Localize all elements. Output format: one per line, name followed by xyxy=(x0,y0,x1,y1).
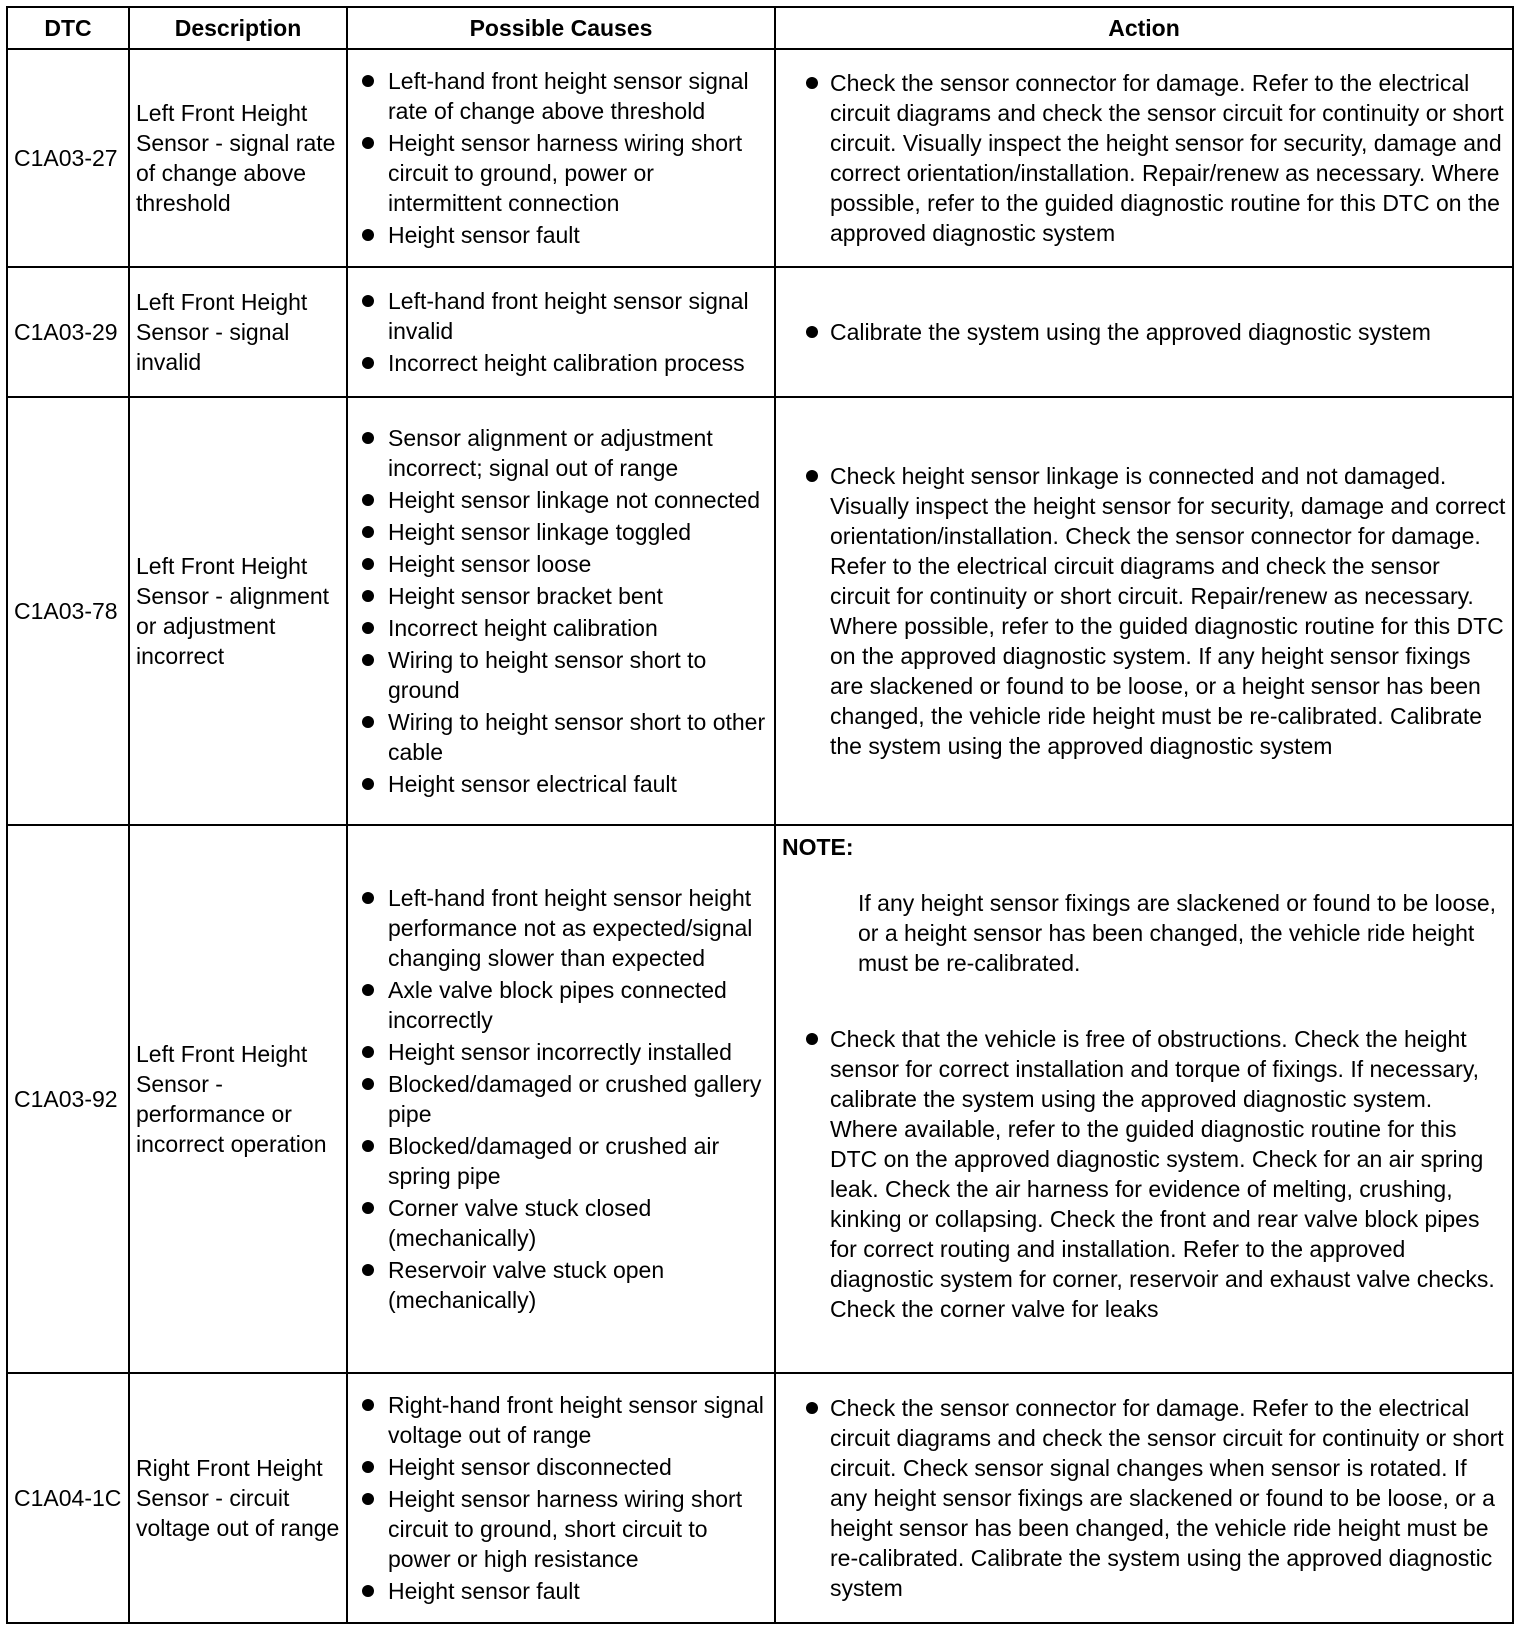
causes-list xyxy=(354,66,768,250)
cause-item: Right-hand front height sensor signal voltage out of range xyxy=(354,1390,768,1450)
dtc-code: C1A03-78 xyxy=(7,397,129,825)
cause-item: Height sensor electrical fault xyxy=(354,769,768,799)
cause-item: Height sensor fault xyxy=(354,1576,768,1606)
cause-item: Incorrect height calibration xyxy=(354,613,768,643)
possible-causes-cell xyxy=(347,1373,775,1623)
table-row xyxy=(7,825,1513,1373)
action-item: Calibrate the system using the approved diagnostic system xyxy=(782,317,1506,347)
header-possible-causes: Possible Causes xyxy=(347,7,775,49)
dtc-code: C1A03-27 xyxy=(7,49,129,267)
dtc-description: Right Front Height Sensor - circuit voltage out of range xyxy=(129,1373,347,1623)
dtc-code: C1A03-92 xyxy=(7,825,129,1373)
cause-item: Corner valve stuck closed (mechanically) xyxy=(354,1193,768,1253)
dtc-code: C1A04-1C xyxy=(7,1373,129,1623)
possible-causes-cell xyxy=(347,825,775,1373)
dtc-description: Left Front Height Sensor - signal invalid xyxy=(129,267,347,397)
action-list xyxy=(782,1024,1506,1324)
cause-item: Reservoir valve stuck open (mechanically) xyxy=(354,1255,768,1315)
cause-item: Sensor alignment or adjustment incorrect; signal out of range xyxy=(354,423,768,483)
action-list xyxy=(782,1393,1506,1603)
cause-item: Left-hand front height sensor signal rate of change above threshold xyxy=(354,66,768,126)
action-item: Check that the vehicle is free of obstructions. Check the height sensor for correct installation and torque of fixings. If necessary, calibrate the system using the approved diagnostic system. Where available, refer to the guided diagnostic routine for this DTC on the approved diagnostic system. Check for an air spring leak. Check the air harness for evidence of melting, crushing, kinking or collapsing. Check the front and rear valve block pipes for correct routing and installation. Refer to the approved diagnostic system for corner, reservoir and exhaust valve checks. Check the corner valve for leaks xyxy=(782,1024,1506,1324)
dtc-description: Left Front Height Sensor - alignment or adjustment incorrect xyxy=(129,397,347,825)
action-list xyxy=(782,317,1506,347)
header-description: Description xyxy=(129,7,347,49)
cause-item: Height sensor linkage not connected xyxy=(354,485,768,515)
note-text: If any height sensor fixings are slackened or found to be loose, or a height sensor has been changed, the vehicle ride height must be re-calibrated. xyxy=(858,890,1497,976)
action-cell xyxy=(775,397,1513,825)
causes-list xyxy=(354,883,768,1315)
table-row xyxy=(7,267,1513,397)
action-cell xyxy=(775,267,1513,397)
cause-item: Height sensor harness wiring short circuit to ground, short circuit to power or high resistance xyxy=(354,1484,768,1574)
cause-item: Blocked/damaged or crushed air spring pipe xyxy=(354,1131,768,1191)
cause-item: Height sensor bracket bent xyxy=(354,581,768,611)
possible-causes-cell xyxy=(347,267,775,397)
cause-item: Incorrect height calibration process xyxy=(354,348,768,378)
cause-item: Left-hand front height sensor height performance not as expected/signal changing slower than expected xyxy=(354,883,768,973)
table-row xyxy=(7,1373,1513,1623)
causes-list xyxy=(354,286,768,378)
note-label: NOTE: xyxy=(782,834,854,860)
cause-item: Height sensor harness wiring short circuit to ground, power or intermittent connection xyxy=(354,128,768,218)
action-cell xyxy=(775,1373,1513,1623)
dtc-table xyxy=(6,6,1514,1624)
table-row xyxy=(7,397,1513,825)
cause-item: Wiring to height sensor short to other cable xyxy=(354,707,768,767)
header-dtc: DTC xyxy=(7,7,129,49)
dtc-description: Left Front Height Sensor - signal rate of change above threshold xyxy=(129,49,347,267)
action-list xyxy=(782,461,1506,761)
cause-item: Height sensor incorrectly installed xyxy=(354,1037,768,1067)
cause-item: Blocked/damaged or crushed gallery pipe xyxy=(354,1069,768,1129)
possible-causes-cell xyxy=(347,49,775,267)
dtc-code: C1A03-29 xyxy=(7,267,129,397)
action-item: Check the sensor connector for damage. Refer to the electrical circuit diagrams and check the sensor circuit for continuity or short circuit. Check sensor signal changes when sensor is rotated. If any height sensor fixings are slackened or found to be loose, or a height sensor has been changed, the vehicle ride height must be re-calibrated. Calibrate the system using the approved diagnostic system xyxy=(782,1393,1506,1603)
action-list xyxy=(782,68,1506,248)
causes-list xyxy=(354,423,768,799)
cause-item: Height sensor loose xyxy=(354,549,768,579)
causes-list xyxy=(354,1390,768,1606)
possible-causes-cell xyxy=(347,397,775,825)
action-item: Check height sensor linkage is connected and not damaged. Visually inspect the height sensor for security, damage and correct orientation/installation. Check the sensor connector for damage. Refer to the electrical circuit diagrams and check the sensor circuit for continuity or short circuit. Repair/renew as necessary. Where possible, refer to the guided diagnostic routine for this DTC on the approved diagnostic system. If any height sensor fixings are slackened or found to be loose, or a height sensor has been changed, the vehicle ride height must be re-calibrated. Calibrate the system using the approved diagnostic system xyxy=(782,461,1506,761)
cause-item: Wiring to height sensor short to ground xyxy=(354,645,768,705)
dtc-description: Left Front Height Sensor - performance or incorrect operation xyxy=(129,825,347,1373)
cause-item: Height sensor disconnected xyxy=(354,1452,768,1482)
cause-item: Left-hand front height sensor signal invalid xyxy=(354,286,768,346)
cause-item: Height sensor fault xyxy=(354,220,768,250)
action-cell xyxy=(775,49,1513,267)
header-action: Action xyxy=(775,7,1513,49)
action-item: Check the sensor connector for damage. Refer to the electrical circuit diagrams and check the sensor circuit for continuity or short circuit. Visually inspect the height sensor for security, damage and correct orientation/installation. Repair/renew as necessary. Where possible, refer to the guided diagnostic routine for this DTC on the approved diagnostic system xyxy=(782,68,1506,248)
action-cell xyxy=(775,825,1513,1373)
cause-item: Axle valve block pipes connected incorrectly xyxy=(354,975,768,1035)
header-row xyxy=(7,7,1513,49)
cause-item: Height sensor linkage toggled xyxy=(354,517,768,547)
table-row xyxy=(7,49,1513,267)
